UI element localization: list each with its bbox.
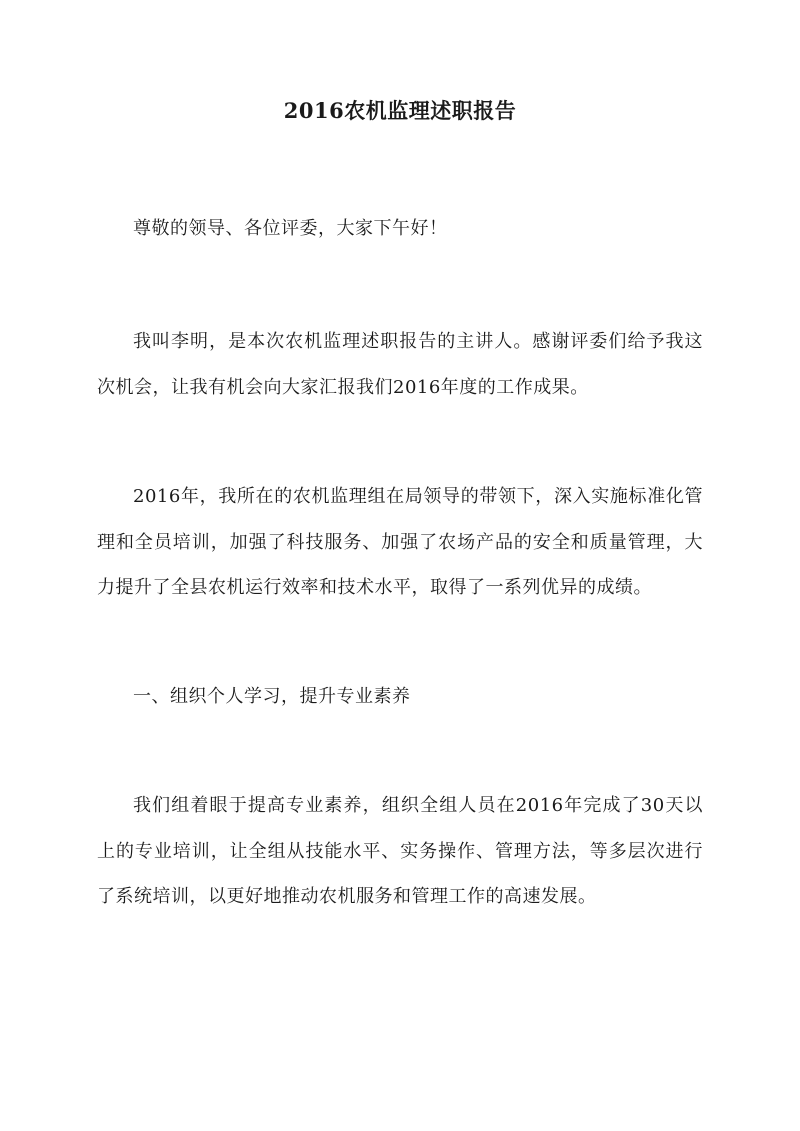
section-heading: 一、组织个人学习，提升专业素养 bbox=[133, 686, 411, 707]
introduction-paragraph: 我叫李明，是本次农机监理述职报告的主讲人。感谢评委们给予我这次机会，让我有机会向大家汇报我们2016年度的工作成果。 bbox=[97, 331, 703, 398]
document-title: 2016农机监理述职报告 bbox=[283, 98, 517, 123]
greeting-paragraph: 尊敬的领导、各位评委，大家下午好！ bbox=[133, 218, 448, 239]
summary-paragraph: 2016年，我所在的农机监理组在局领导的带领下，深入实施标准化管理和全员培训，加强了科技服务、加强了农场产品的安全和质量管理，大力提升了全县农机运行效率和技术水平，取得了一系列优异的成绩。 bbox=[97, 486, 703, 598]
training-paragraph: 我们组着眼于提高专业素养，组织全组人员在2016年完成了30天以上的专业培训，让全组从技能水平、实务操作、管理方法，等多层次进行了系统培训，以更好地推动农机服务和管理工作的高速发展。 bbox=[97, 795, 703, 907]
